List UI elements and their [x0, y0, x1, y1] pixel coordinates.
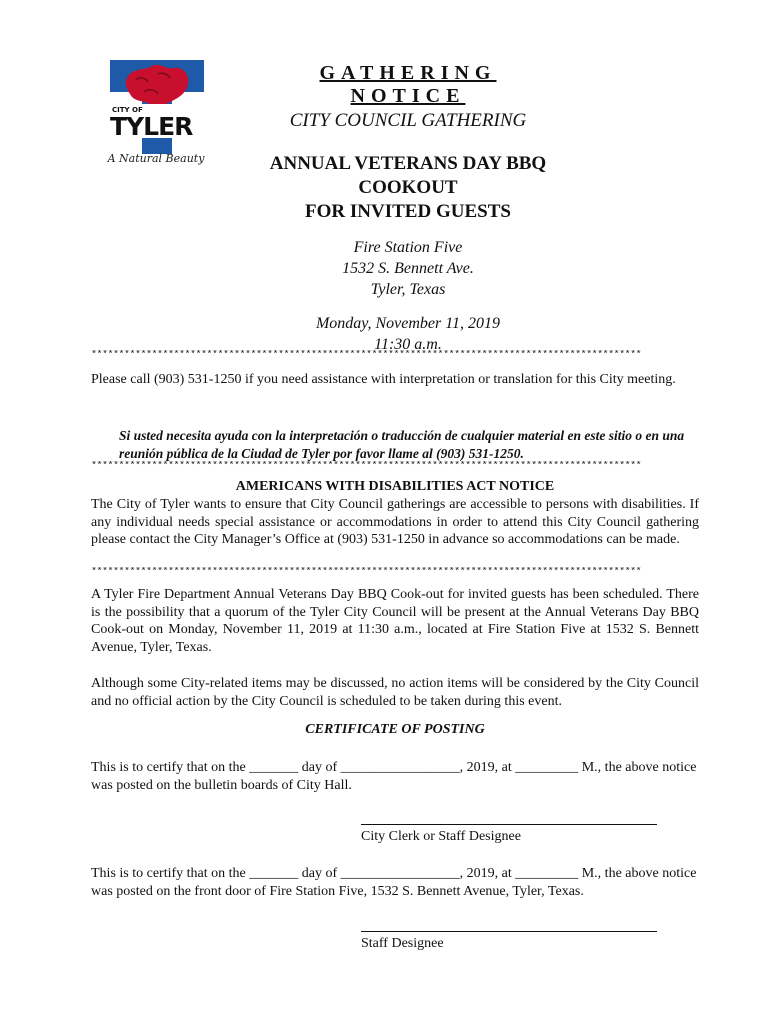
signature-line-1 — [361, 824, 657, 825]
logo-tyler: TYLER — [110, 112, 193, 141]
assistance-english: Please call (903) 531-1250 if you need assistance with interpretation or translation for this City meeting. — [91, 372, 676, 387]
event-location — [262, 237, 554, 300]
logo-city-of: CITY OF — [112, 106, 143, 114]
ada-text: The City of Tyler wants to ensure that City Council gatherings are accessible to persons with disabilities. If any individual needs special assistance or accommodations in order to attend this City Council gathering please contact the City Manager’s Office at (903) 531-1250 in advance so accommodations can be made. — [91, 497, 699, 547]
certificate-title: CERTIFICATE OF POSTING — [305, 722, 485, 737]
body-paragraph-2: Although some City-related items may be discussed, no action items will be considered by the City Council and no official action by the City Council is scheduled to be taken during this event. — [91, 676, 699, 709]
logo-tagline: A Natural Beauty — [107, 152, 205, 165]
location-street: 1532 S. Bennett Ave. — [342, 260, 474, 277]
certificate-text-1: This is to certify that on the _______ day of _________________, 2019, at _________ M., the above notice was posted on the bulletin boards of City Hall. — [91, 760, 697, 793]
signature-line-2 — [361, 931, 657, 932]
event-time: 11:30 a.m. — [374, 336, 442, 353]
separator: **************************************************************************************************** — [91, 461, 642, 472]
event-title — [262, 152, 554, 224]
signature-label-2: Staff Designee — [361, 936, 444, 951]
ada-title: AMERICANS WITH DISABILITIES ACT NOTICE — [235, 479, 555, 494]
location-name: Fire Station Five — [353, 239, 463, 256]
assistance-spanish: Si usted necesita ayuda con la interpretación o traducción de cualquier material en este sitio o en una reunión pública de la Ciudad de Tyler por favor llame al (903) 531-1250. — [119, 428, 685, 461]
separator: **************************************************************************************************** — [91, 567, 642, 578]
signature-label-1: City Clerk or Staff Designee — [361, 829, 521, 844]
separator: **************************************************************************************************** — [91, 350, 642, 361]
body-paragraph-1: A Tyler Fire Department Annual Veterans Day BBQ Cook-out for invited guests has been scheduled. There is the possibility that a quorum of the Tyler City Council will be present at the Annual Veterans Day BBQ Cook-out on Monday, November 11, 2019 at 11:30 a.m., located at Fire Station Five at 1532 S. Bennett Avenue, Tyler, Texas. — [91, 587, 699, 655]
event-title-line3: FOR INVITED GUESTS — [305, 201, 511, 222]
event-title-line2: COOKOUT — [358, 177, 458, 198]
event-title-line1: ANNUAL VETERANS DAY BBQ — [269, 153, 547, 174]
location-city: Tyler, Texas — [370, 281, 446, 298]
event-datetime — [262, 313, 554, 355]
event-date: Monday, November 11, 2019 — [315, 315, 501, 332]
page-title: GATHERING NOTICE — [319, 62, 497, 107]
meeting-type: CITY COUNCIL GATHERING — [289, 110, 527, 131]
certificate-text-2: This is to certify that on the _______ day of _________________, 2019, at _________ M., the above notice was posted on the front door of Fire Station Five, 1532 S. Bennett Avenue, Tyler, Texas. — [91, 866, 697, 899]
